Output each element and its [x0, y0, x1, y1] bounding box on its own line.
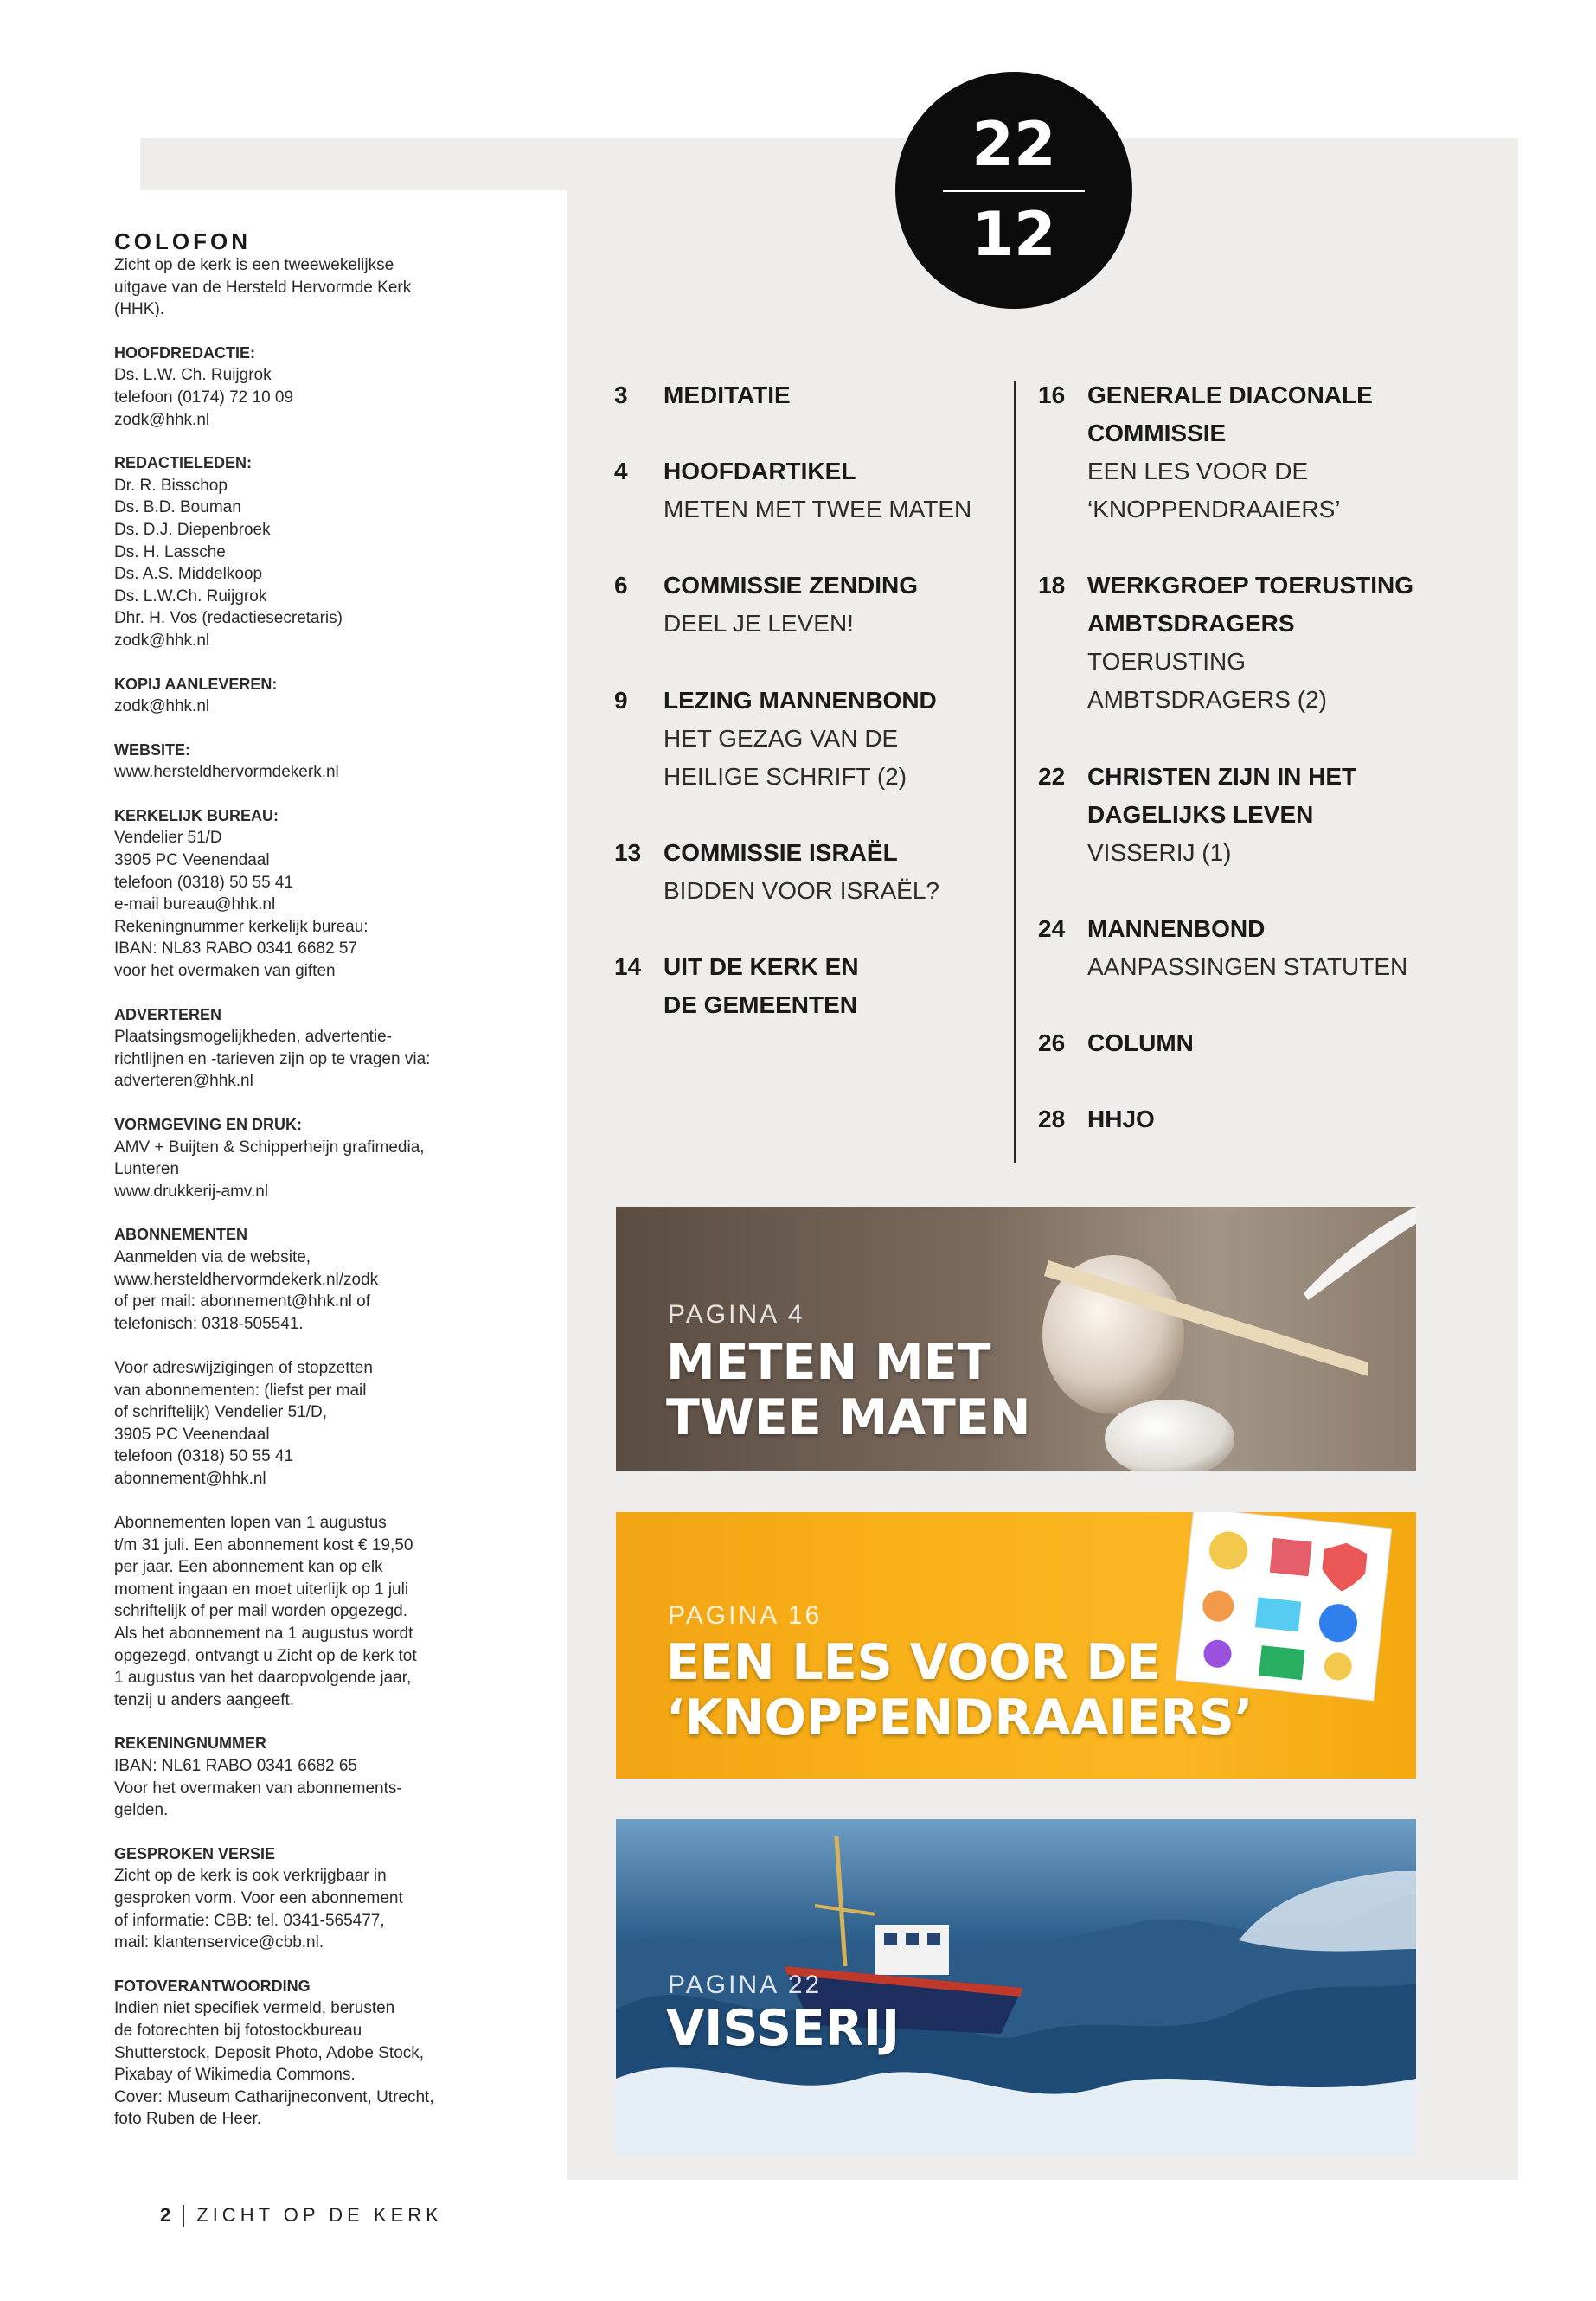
- toc-title-line: MEDITATIE: [663, 381, 791, 408]
- colofon-section: [114, 1114, 495, 1202]
- toc-title-line: COMMISSIE ISRAËL: [663, 839, 898, 866]
- colofon-section-line: Ds. L.W. Ch. Ruijgrok: [114, 366, 272, 385]
- colofon-intro: [114, 254, 495, 321]
- colofon-section-line: gelden.: [114, 1801, 169, 1820]
- colofon-section-line: Pixabay of Wikimedia Commons.: [114, 2066, 356, 2085]
- colofon-section-line: AMV + Buijten & Schipperheijn grafimedia,: [114, 1138, 425, 1157]
- colofon-section-line: telefonisch: 0318-505541.: [114, 1314, 304, 1333]
- banner-title-line: TWEE MATEN: [666, 1389, 1031, 1446]
- colofon: [114, 228, 495, 2131]
- colofon-section-line: foto Ruben de Heer.: [114, 2110, 262, 2129]
- toc-title-line: UIT DE KERK EN: [663, 953, 859, 980]
- colofon-section-heading: HOOFDREDACTIE:: [114, 343, 255, 362]
- colofon-section-line: www.hersteldhervormdekerk.nl/zodk: [114, 1270, 379, 1289]
- colofon-section-line: Ds. H. Lassche: [114, 542, 226, 561]
- colofon-section-line: www.hersteldhervormdekerk.nl: [114, 763, 339, 782]
- colofon-section-line: Als het abonnement na 1 augustus wordt: [114, 1625, 413, 1644]
- toc-subtitle-line: HET GEZAG VAN DE: [663, 725, 899, 752]
- toc-title-line: DAGELIJKS LEVEN: [1087, 801, 1314, 828]
- colofon-section-line: of schriftelijk) Vendelier 51/D,: [114, 1403, 328, 1422]
- colofon-section: [114, 1224, 495, 1711]
- colofon-section-heading: ADVERTEREN: [114, 1005, 222, 1023]
- colofon-section-line: Dr. R. Bisschop: [114, 476, 228, 495]
- banner-een-les-voor-de-knoppendraaiers[interactable]: [616, 1512, 1416, 1779]
- toc-title-line: MANNENBOND: [1087, 915, 1266, 942]
- colofon-section-line: Aanmelden via de website,: [114, 1247, 311, 1266]
- toc-title-line: DE GEMEENTEN: [663, 991, 858, 1018]
- banner-title-line: ‘KNOPPENDRAAIERS’: [666, 1689, 1253, 1747]
- toc-text: [663, 834, 1044, 910]
- colofon-section-line: richtlijnen en -tarieven zijn op te vragen via:: [114, 1049, 431, 1068]
- colofon-section-line: opgezegd, ontvangt u Zicht op de kerk tot: [114, 1646, 417, 1665]
- colofon-section-line: t/m 31 juli. Een abonnement kost € 19,50: [114, 1535, 413, 1554]
- page-footer: [160, 2204, 443, 2227]
- toc-page-number: 3: [614, 381, 628, 408]
- toc-title-line: GENERALE DIACONALE: [1087, 381, 1373, 408]
- colofon-section-heading: KOPIJ AANLEVEREN:: [114, 675, 278, 693]
- colofon-section: [114, 1733, 495, 1821]
- banner-page-label: PAGINA 16: [668, 1601, 823, 1630]
- colofon-section-line: of per mail: abonnement@hhk.nl of: [114, 1292, 371, 1311]
- page-number: 2: [160, 2204, 171, 2226]
- colofon-section-line: Cover: Museum Catharijneconvent, Utrecht,: [114, 2087, 434, 2106]
- colofon-spacer: [114, 1490, 495, 1513]
- banner-page-label: PAGINA 4: [668, 1300, 805, 1329]
- banner-visserij[interactable]: [616, 1819, 1416, 2157]
- colofon-section-line: www.drukkerij-amv.nl: [114, 1182, 269, 1201]
- colofon-section-line: 3905 PC Veenendaal: [114, 1425, 270, 1444]
- colofon-section: [114, 805, 495, 983]
- banner-title: [666, 1635, 1253, 1746]
- issue-divider: [943, 190, 1085, 192]
- colofon-section-line: van abonnementen: (liefst per mail: [114, 1381, 367, 1400]
- colofon-section-line: Vendelier 51/D: [114, 829, 222, 848]
- box-icon: [1259, 1645, 1304, 1680]
- toc-page-number: 26: [1038, 1029, 1066, 1056]
- colofon-section-line: Shutterstock, Deposit Photo, Adobe Stock,: [114, 2043, 425, 2062]
- toc-subtitle-line: ‘KNOPPENDRAAIERS’: [1087, 496, 1341, 522]
- magazine-name: ZICHT OP DE KERK: [196, 2204, 443, 2226]
- colofon-section-line: Ds. L.W.Ch. Ruijgrok: [114, 586, 267, 606]
- toc-subtitle-line: EEN LES VOOR DE: [1087, 458, 1309, 484]
- toc-subtitle-line: BIDDEN VOOR ISRAËL?: [663, 877, 939, 904]
- colofon-section-line: e-mail bureau@hhk.nl: [114, 895, 276, 914]
- colofon-section-line: per jaar. Een abonnement kan op elk: [114, 1558, 383, 1577]
- toc-page-number: 6: [614, 572, 628, 599]
- colofon-section-line: mail: klantenservice@cbb.nl.: [114, 1933, 324, 1952]
- toc-title-line: HHJO: [1087, 1106, 1155, 1132]
- colofon-section-heading: KERKELIJK BUREAU:: [114, 806, 279, 824]
- colofon-title: COLOFON: [114, 228, 251, 254]
- colofon-intro-line: (HHK).: [114, 300, 165, 319]
- banner-page-label: PAGINA 22: [668, 1971, 823, 1999]
- toc-title-line: AMBTSDRAGERS: [1087, 610, 1295, 637]
- issue-badge: [895, 72, 1132, 309]
- colofon-section-line: 1 augustus van het daaropvolgende jaar,: [114, 1669, 412, 1688]
- colofon-section: [114, 740, 495, 784]
- banner-title-line: EEN LES VOOR DE: [666, 1634, 1161, 1691]
- colofon-section-line: Ds. D.J. Diepenbroek: [114, 520, 271, 539]
- toc-subtitle-line: METEN MET TWEE MATEN: [663, 496, 972, 522]
- colofon-intro-line: Zicht op de kerk is een tweewekelijkse: [114, 256, 394, 274]
- toc-title-line: CHRISTEN ZIJN IN HET: [1087, 763, 1357, 790]
- toc-text: [663, 682, 1044, 796]
- issue-number-bottom: 12: [971, 199, 1056, 270]
- colofon-section-heading: FOTOVERANTWOORDING: [114, 1977, 311, 1995]
- colofon-section-line: 3905 PC Veenendaal: [114, 851, 270, 870]
- toc-title-line: COMMISSIE: [1087, 420, 1227, 446]
- toc-subtitle-line: DEEL JE LEVEN!: [663, 610, 854, 637]
- banner-title: [666, 1335, 1030, 1445]
- toc-page-number: 4: [614, 458, 628, 484]
- colofon-section-line: Rekeningnummer kerkelijk bureau:: [114, 917, 369, 936]
- colofon-section: [114, 1976, 495, 2131]
- toc-title-line: COMMISSIE ZENDING: [663, 572, 919, 599]
- toc-subtitle-line: HEILIGE SCHRIFT (2): [663, 763, 907, 790]
- banner-title: [666, 2001, 900, 2056]
- colofon-section-heading: REDACTIELEDEN:: [114, 454, 253, 472]
- colofon-section-line: schriftelijk of per mail worden opgezegd.: [114, 1602, 408, 1621]
- toc-text: [1087, 1024, 1468, 1062]
- colofon-section-heading: REKENINGNUMMER: [114, 1734, 267, 1753]
- banner-title-line: METEN MET: [666, 1334, 991, 1391]
- toc-page-number: 22: [1038, 763, 1066, 790]
- colofon-section-heading: ABONNEMENTEN: [114, 1226, 248, 1244]
- colofon-intro-line: uitgave van de Hersteld Hervormde Kerk: [114, 278, 412, 297]
- toc-page-number: 9: [614, 687, 628, 714]
- banner-meten-met-twee-maten[interactable]: [616, 1207, 1416, 1471]
- footer-divider: [183, 2205, 184, 2227]
- colofon-section-line: Abonnementen lopen van 1 augustus: [114, 1514, 387, 1533]
- toc-text: [1087, 758, 1468, 872]
- toc-subtitle-line: AMBTSDRAGERS (2): [1087, 686, 1327, 713]
- colofon-section-line: adverteren@hhk.nl: [114, 1072, 253, 1091]
- colofon-section-line: Ds. A.S. Middelkoop: [114, 565, 263, 584]
- colofon-section: [114, 452, 495, 651]
- colofon-section-heading: VORMGEVING EN DRUK:: [114, 1116, 303, 1133]
- toc-subtitle-line: AANPASSINGEN STATUTEN: [1087, 953, 1408, 980]
- colofon-section-line: abonnement@hhk.nl: [114, 1469, 266, 1488]
- colofon-section-line: voor het overmaken van giften: [114, 962, 336, 981]
- colofon-section: [114, 1843, 495, 1954]
- toc-subtitle-line: TOERUSTING: [1087, 648, 1247, 675]
- colofon-section-line: Indien niet specifiek vermeld, berusten: [114, 1999, 395, 2018]
- meeting-icon: [1255, 1597, 1301, 1631]
- colofon-section-line: telefoon (0174) 72 10 09: [114, 388, 294, 407]
- colofon-section-line: Dhr. H. Vos (redactiesecretaris): [114, 609, 343, 628]
- building-icon: [1270, 1538, 1312, 1576]
- banner-title-line: VISSERIJ: [666, 2000, 901, 2057]
- colofon-section-line: Voor adreswijzigingen of stopzetten: [114, 1358, 373, 1377]
- colofon-section-heading: WEBSITE:: [114, 740, 190, 759]
- colofon-section-line: Plaatsingsmogelijkheden, advertentie-: [114, 1028, 393, 1047]
- colofon-spacer: [114, 1335, 495, 1357]
- toc-page-number: 28: [1038, 1106, 1066, 1132]
- toc-page-number: 16: [1038, 381, 1066, 408]
- colofon-section-line: tenzij u anders aangeeft.: [114, 1690, 295, 1709]
- colofon-section-line: telefoon (0318) 50 55 41: [114, 1447, 294, 1466]
- colofon-section: [114, 343, 495, 431]
- toc-text: [663, 452, 1044, 529]
- colofon-section-line: zodk@hhk.nl: [114, 631, 210, 650]
- issue-number-top: 22: [971, 109, 1056, 180]
- colofon-section-line: de fotorechten bij fotostockbureau: [114, 2021, 362, 2040]
- toc-text: [663, 948, 1044, 1024]
- toc-text: [663, 567, 1044, 643]
- colofon-section-line: zodk@hhk.nl: [114, 410, 210, 429]
- colofon-section-line: gesproken vorm. Voor een abonnement: [114, 1889, 403, 1907]
- toc-title-line: HOOFDARTIKEL: [663, 458, 856, 484]
- toc-divider: [1014, 381, 1016, 1163]
- toc-text: [1087, 376, 1468, 529]
- toc-page-number: 18: [1038, 572, 1066, 599]
- colofon-section-line: moment ingaan en moet uiterlijk op 1 juli: [114, 1580, 409, 1599]
- toc-text: [1087, 1100, 1468, 1138]
- toc-page-number: 13: [614, 839, 642, 866]
- colofon-sections: [114, 343, 495, 2131]
- colofon-section-line: Voor het overmaken van abonnements-: [114, 1779, 402, 1798]
- toc-page-number: 14: [614, 953, 642, 980]
- toc-text: [1087, 567, 1468, 719]
- colofon-section-line: Ds. B.D. Bouman: [114, 498, 241, 517]
- toc-subtitle-line: VISSERIJ (1): [1087, 839, 1232, 866]
- colofon-section: [114, 1004, 495, 1093]
- colofon-section-line: Zicht op de kerk is ook verkrijgbaar in: [114, 1867, 387, 1886]
- toc-text: [663, 376, 1044, 414]
- colofon-section-line: IBAN: NL83 RABO 0341 6682 57: [114, 939, 357, 958]
- colofon-section-line: telefoon (0318) 50 55 41: [114, 873, 294, 892]
- toc-title-line: LEZING MANNENBOND: [663, 687, 937, 714]
- colofon-section-line: of informatie: CBB: tel. 0341-565477,: [114, 1911, 385, 1930]
- toc-title-line: COLUMN: [1087, 1029, 1194, 1056]
- colofon-section: [114, 674, 495, 718]
- toc-title-line: WERKGROEP TOERUSTING: [1087, 572, 1414, 599]
- colofon-section-line: zodk@hhk.nl: [114, 697, 210, 716]
- toc-page-number: 24: [1038, 915, 1066, 942]
- colofon-section-line: IBAN: NL61 RABO 0341 6682 65: [114, 1757, 357, 1776]
- colofon-section-line: Lunteren: [114, 1160, 180, 1179]
- toc-text: [1087, 910, 1468, 986]
- colofon-section-heading: GESPROKEN VERSIE: [114, 1844, 276, 1862]
